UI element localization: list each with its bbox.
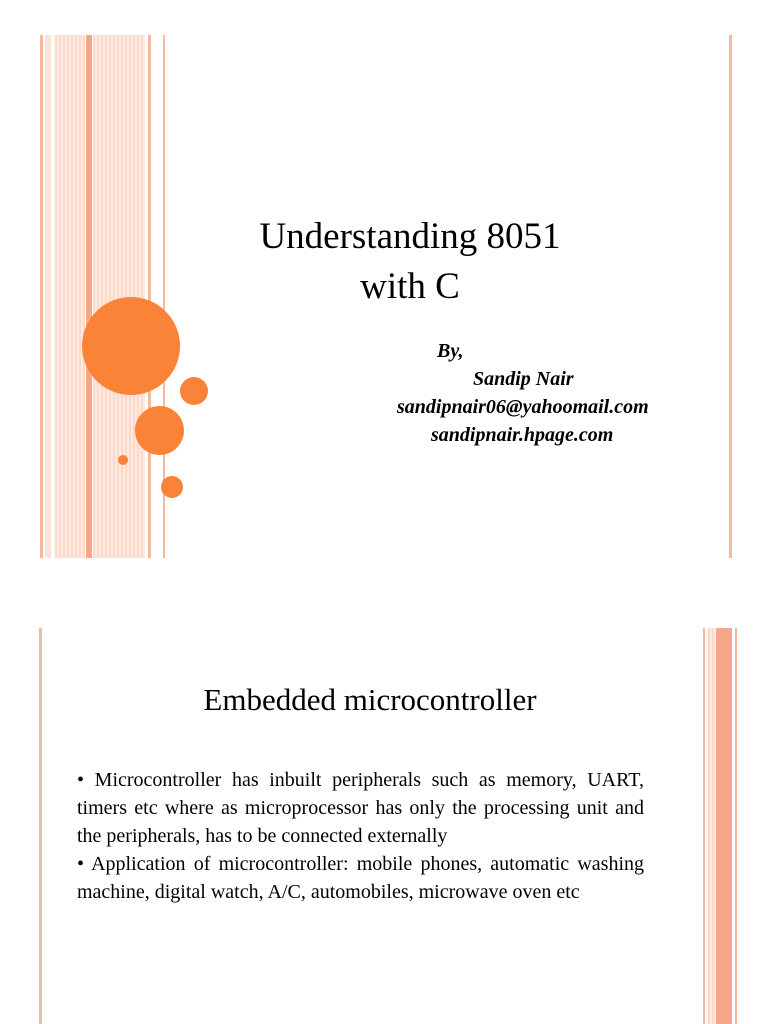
author-name: Sandip Nair bbox=[473, 368, 574, 390]
decorative-circle-medium bbox=[135, 406, 184, 455]
decorative-circle-large bbox=[82, 297, 180, 395]
decorative-stripe bbox=[716, 628, 732, 1024]
decorative-stripe bbox=[735, 628, 737, 1024]
bullet-text: Microcontroller has inbuilt peripherals such as memory, UART, timers etc where as microprocessor has only the processing unit and the peripherals, has to be connected externally bbox=[77, 769, 644, 847]
slide-title-line2: with C bbox=[360, 266, 460, 307]
decorative-stripe bbox=[729, 35, 732, 558]
bullet-marker: • bbox=[77, 853, 85, 875]
decorative-stripe bbox=[148, 35, 151, 558]
slide-title-line1: Understanding 8051 bbox=[259, 216, 561, 257]
author-email: sandipnair06@yahoomail.com bbox=[397, 396, 649, 418]
decorative-stripe bbox=[45, 35, 51, 558]
title-slide bbox=[0, 35, 768, 558]
decorative-stripe bbox=[40, 35, 43, 558]
decorative-stripe bbox=[39, 628, 42, 1024]
bullet-item bbox=[77, 850, 644, 906]
decorative-stripe-band bbox=[55, 35, 85, 558]
author-website: sandipnair.hpage.com bbox=[431, 424, 614, 446]
bullet-text: Application of microcontroller: mobile phones, automatic washing machine, digital watch, A/C, automobiles, microwave oven etc bbox=[77, 853, 644, 903]
decorative-circle-tiny bbox=[118, 455, 128, 465]
decorative-circle-small bbox=[180, 377, 208, 405]
content-slide bbox=[0, 628, 768, 1024]
by-label: By, bbox=[437, 340, 464, 362]
bullet-list bbox=[77, 766, 644, 906]
decorative-stripe-band bbox=[708, 628, 716, 1024]
slide-heading: Embedded microcontroller bbox=[203, 682, 537, 717]
decorative-stripe bbox=[86, 35, 92, 558]
decorative-stripe bbox=[703, 628, 705, 1024]
bullet-item bbox=[77, 766, 644, 850]
bullet-marker: • bbox=[77, 769, 85, 791]
decorative-circle-small bbox=[161, 476, 183, 498]
